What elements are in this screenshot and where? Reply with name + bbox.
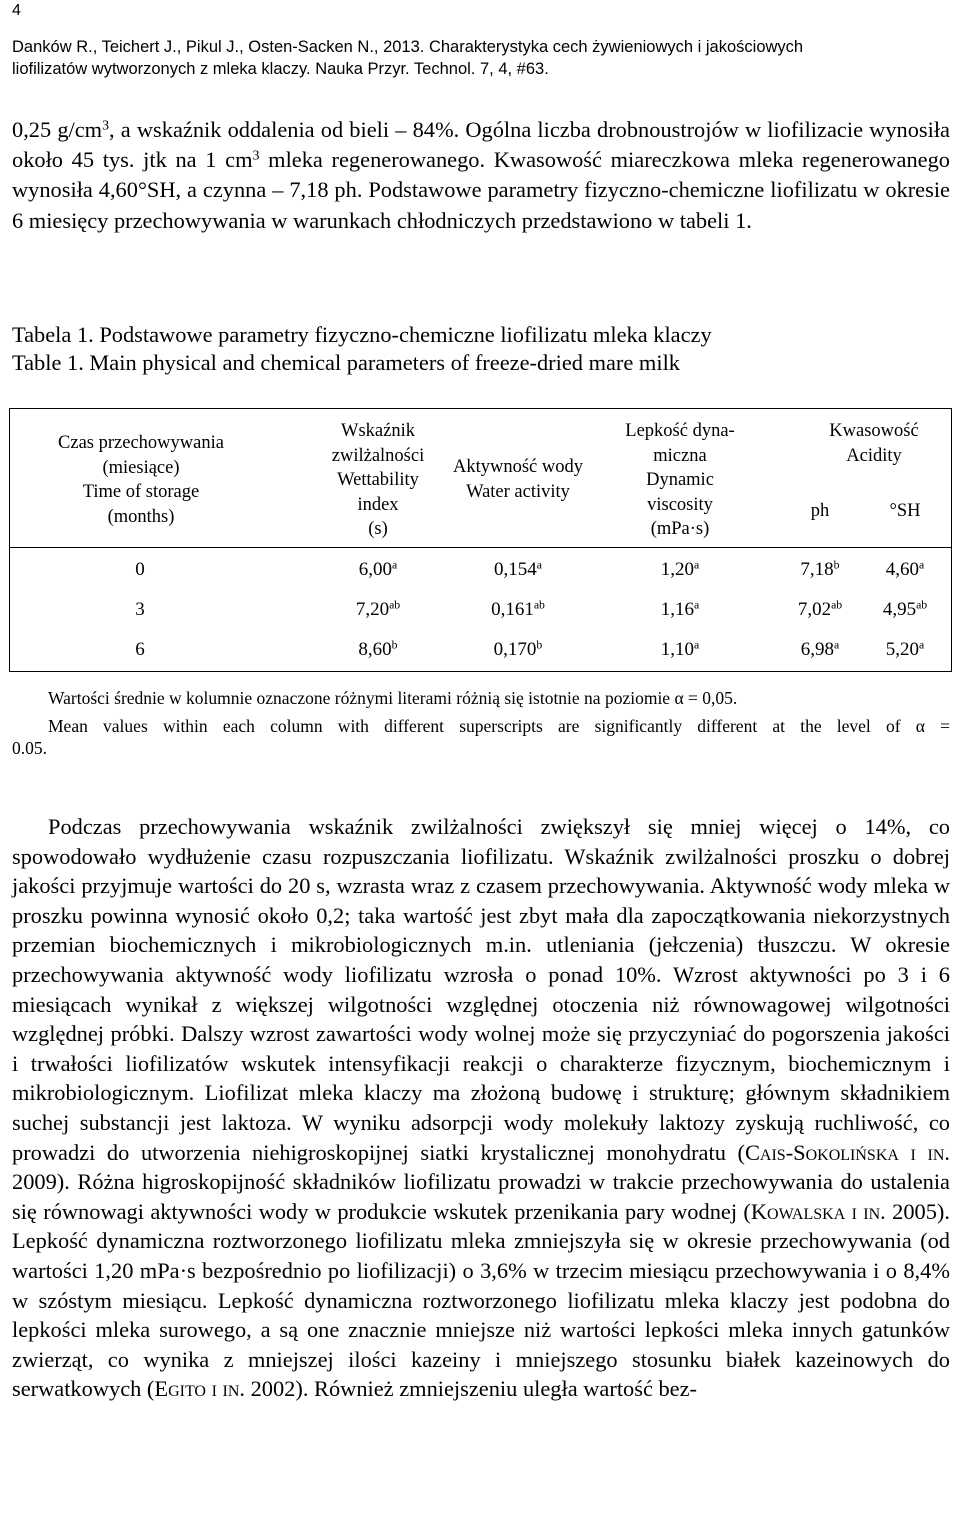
- citation-kowalska: Kowalska i in.: [750, 1198, 886, 1224]
- citation-header: [12, 36, 958, 80]
- table-cell-ph: 7,18$^b$: [800, 558, 840, 580]
- table-footnote-en-cont: 0.05.: [12, 738, 47, 758]
- table-cell-wet: 7,20$^{ab}$: [355, 598, 401, 620]
- table-cell-ph: 6,98$^a$: [800, 638, 840, 660]
- body-text-4: 2002). Również zmniejszeniu uległa wartość bez-: [245, 1376, 698, 1402]
- table-footnote-en: Mean values within each column with different superscripts are significantly different at the level of α =: [48, 716, 950, 736]
- table-cell-ph: 7,02$^{ab}$: [797, 598, 843, 620]
- significance-superscript: a: [834, 638, 840, 652]
- header-wettability: Wskaźnik zwilżalności Wettability index (s): [331, 421, 425, 540]
- superscript: 3: [252, 148, 260, 164]
- page-number: 4: [12, 2, 21, 19]
- table-cell-sh: 5,20$^a$: [885, 638, 925, 660]
- significance-superscript: a: [536, 558, 542, 572]
- intro-text-2: , a wskaźnik oddalenia od bieli – 84%. Ogólna liczba drobnoustrojów w liofilizacie wynosiła około 45 tys. jtk na 1 cm: [12, 117, 950, 173]
- significance-superscript: ab: [831, 598, 843, 612]
- table-cell-sh: 4,60$^a$: [885, 558, 925, 580]
- header-ph: ph: [810, 501, 830, 521]
- body-text-2: 2009). Różna higroskopijność składników liofilizatu prowadzi w trakcie przechowywania do ustalenia się równowagi aktywności wody w produkcie wskutek przenikania pary wodnej (: [12, 1169, 950, 1224]
- table-footnote-pl: Wartości średnie w kolumnie oznaczone różnymi literami różnią się istotnie na poziomie α = 0,05.: [48, 688, 738, 708]
- body-paragraph: [12, 812, 950, 1404]
- header-water-activity: Aktywność wody Water activity: [452, 457, 583, 502]
- table-caption-pl: Tabela 1. Podstawowe parametry fizyczno-chemiczne liofilizatu mleka klaczy: [12, 322, 712, 347]
- table-cell-wet: 6,00$^a$: [358, 558, 398, 580]
- table-cell-aw: 0,161$^{ab}$: [491, 598, 545, 620]
- significance-superscript: a: [919, 638, 925, 652]
- citation-line-1: Danków R., Teichert J., Pikul J., Osten-Sacken N., 2013. Charakterystyka cech żywieniowych i jakościowych: [12, 38, 804, 56]
- header-viscosity: Lepkość dyna- miczna Dynamic viscosity (mPa·s): [625, 421, 735, 540]
- significance-superscript: ab: [533, 598, 545, 612]
- significance-superscript: a: [694, 558, 700, 572]
- table-header-divider: [10, 547, 951, 548]
- header-storage-time: Czas przechowywania (miesiące) Time of storage (months): [58, 433, 224, 527]
- significance-superscript: a: [694, 638, 700, 652]
- citation-egito: Egito i in.: [154, 1376, 245, 1402]
- intro-text-1: 0,25 g/cm: [12, 117, 103, 142]
- table-caption-en: Table 1. Main physical and chemical parameters of freeze-dried mare milk: [12, 350, 680, 375]
- significance-superscript: a: [919, 558, 925, 572]
- table-cell-aw: 0,170$^b$: [493, 638, 543, 660]
- significance-superscript: a: [392, 558, 398, 572]
- citation-line-2: liofilizatów wytworzonych z mleka klaczy. Nauka Przyr. Technol. 7, 4, #63.: [12, 60, 549, 78]
- table-cell-visc: 1,16$^a$: [660, 598, 700, 620]
- header-acidity: Kwasowość Acidity: [829, 421, 919, 466]
- significance-superscript: b: [391, 638, 398, 652]
- significance-superscript: ab: [916, 598, 928, 612]
- intro-paragraph: [12, 115, 950, 236]
- citation-cais-sokolinska: Cais-Sokolińska i in.: [744, 1139, 950, 1165]
- data-table: [9, 408, 952, 672]
- table-cell-time: 0: [135, 559, 145, 580]
- table-cell-wet: 8,60$^b$: [358, 638, 398, 660]
- header-sh: °SH: [889, 501, 921, 521]
- table-cell-visc: 1,20$^a$: [660, 558, 700, 580]
- intro-text-3: mleka regenerowanego. Kwasowość miareczkowa mleka regenerowanego wynosiła 4,60°SH, a czynna – 7,18 ph. Podstawowe parametry fizyczno-chemiczne liofilizatu w okresie 6 miesięcy przechowywania w warunkach chłodniczych przedstawiono w tabeli 1.: [12, 147, 950, 233]
- significance-superscript: b: [833, 558, 840, 572]
- table-cell-sh: 4,95$^{ab}$: [882, 598, 928, 620]
- superscript: 3: [102, 118, 110, 134]
- table-cell-time: 6: [135, 639, 145, 660]
- significance-superscript: a: [694, 598, 700, 612]
- body-text-3: 2005). Lepkość dynamiczna roztworzonego liofilizatu mleka zmniejszyła się w okresie przechowywania (od wartości 1,20 mPa·s bezpośrednio po liofilizacji) o 3,6% w trzecim miesiącu przechowywania i o 8,4% w szóstym miesiącu. Lepkość dynamiczna roztworzonego liofilizatu mleka klaczy jest podobna do lepkości mleka surowego, a są one znacznie mniejsze niż wartości lepkości mleka innych gatunków zwierząt, co wynika z mniejszej ilości kazeiny i mniejszego stosunku białek kazeinowych do serwatkowych (: [12, 1198, 950, 1402]
- table-cell-visc: 1,10$^a$: [660, 638, 700, 660]
- body-text-1: Podczas przechowywania wskaźnik zwilżalności zwiększył się mniej więcej o 14%, co spowodowało wydłużenie czasu rozpuszczania liofilizatu. Wskaźnik zwilżalności proszku o dobrej jakości przyjmuje wartości do 20 s, wzrasta wraz z czasem przechowywania. Aktywność wody mleka w proszku powinna wynosić około 0,2; taka wartość jest zbyt mała dla zapoczątkowania niekorzystnych przemian biochemicznych i mikrobiologicznych m.in. utleniania (jełczenia) tłuszczu. W okresie przechowywania aktywność wody liofilizatu wzrosła o ponad 10%. Wzrost aktywności po 3 i 6 miesiącach wynikał z większej wilgotności względnej otoczenia niż równowagowej wilgotności względnej próbki. Dalszy wzrost zawartości wody wolnej może się przyczyniać do pogorszenia jakości i trwałości liofilizatów wskutek intensyfikacji reakcji o charakterze fizycznym, biochemicznym i mikrobiologicznym. Liofilizat mleka klaczy ma złożoną budowę i strukturę; głównym składnikiem suchej substancji jest laktoza. W wyniku adsorpcji wody molekuły laktozy zyskują ruchliwość, co prowadzi do utworzenia niehigroskopijnej siatki krystalicznej monohydratu (: [12, 814, 950, 1165]
- table-cell-aw: 0,154$^a$: [494, 558, 542, 580]
- table-cell-time: 3: [135, 599, 145, 620]
- significance-superscript: b: [536, 638, 543, 652]
- significance-superscript: ab: [389, 598, 401, 612]
